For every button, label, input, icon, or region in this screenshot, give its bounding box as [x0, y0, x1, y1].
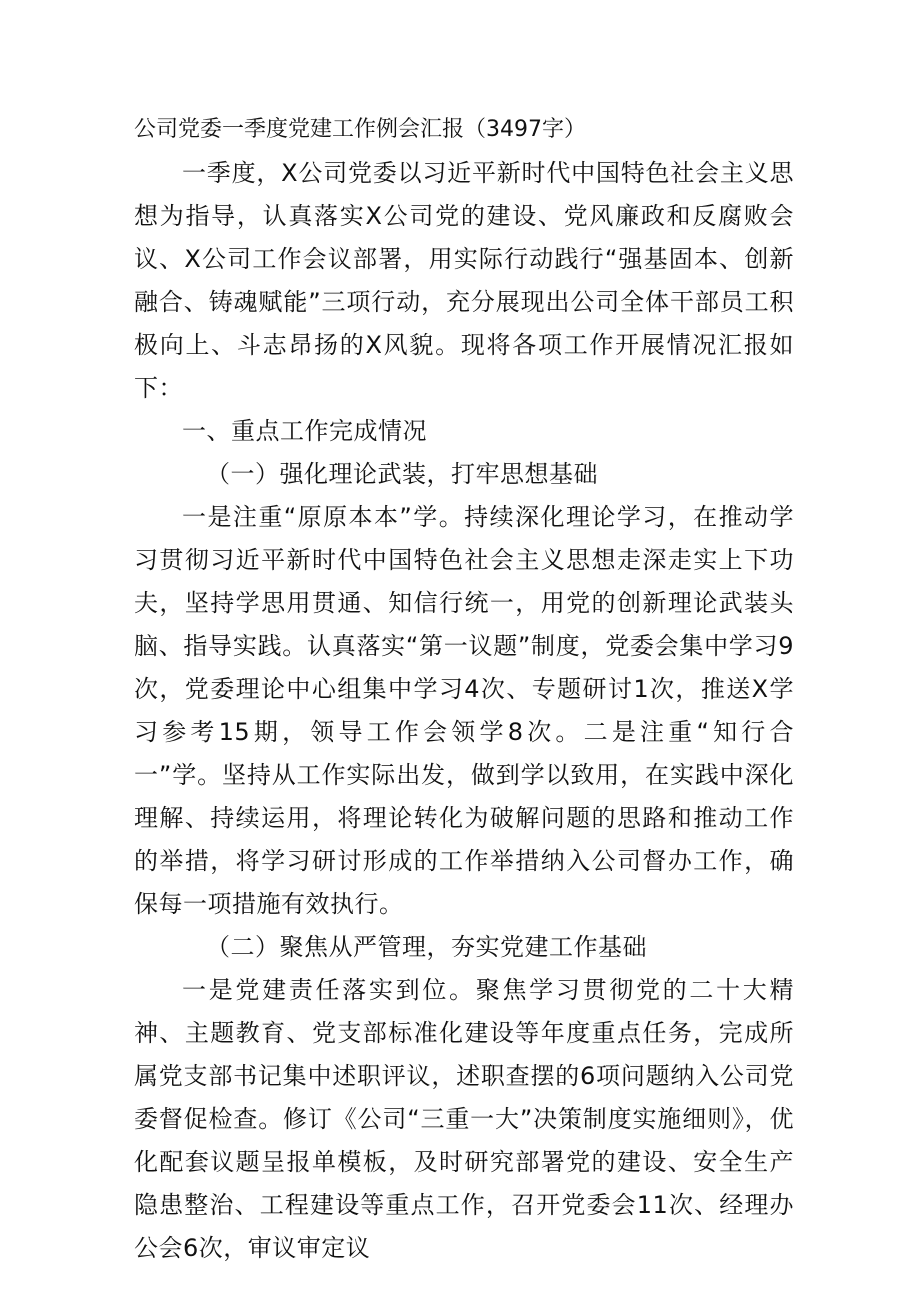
subsection-heading: （一）强化理论武装，打牢思想基础: [206, 460, 598, 488]
subsection-heading: （二）聚焦从严管理，夯实党建工作基础: [206, 933, 647, 961]
intro-paragraph: 一季度，X公司党委以习近平新时代中国特色社会主义思想为指导，认真落实X公司党的建设、党风廉政和反腐败会议、X公司工作会议部署，用实际行动践行“强基固本、创新融合、铸魂赋能”三项行动，充分展现出公司全体干部员工积极向上、斗志昂扬的X风貌。现将各项工作开展情况汇报如下：: [134, 159, 794, 402]
document-body: [134, 112, 794, 1270]
subsection-paragraph: 一是党建责任落实到位。聚焦学习贯彻党的二十大精神、主题教育、党支部标准化建设等年度重点任务，完成所属党支部书记集中述职评议，述职查摆的6项问题纳入公司党委督促检查。修订《公司“三重一大”决策制度实施细则》，优化配套议题呈报单模板，及时研究部署党的建设、安全生产隐患整治、工程建设等重点工作，召开党委会11次、经理办公会6次，审议审定议: [134, 976, 794, 1262]
subsection-paragraph: 一是注重“原原本本”学。持续深化理论学习，在推动学习贯彻习近平新时代中国特色社会主义思想走深走实上下功夫，坚持学思用贯通、知信行统一，用党的创新理论武装头脑、指导实践。认真落实“第一议题”制度，党委会集中学习9次，党委理论中心组集中学习4次、专题研讨1次，推送X学习参考15期，领导工作会领学8次。二是注重“知行合一”学。坚持从工作实际出发，做到学以致用，在实践中深化理解、持续运用，将理论转化为破解问题的思路和推动工作的举措，将学习研讨形成的工作举措纳入公司督办工作，确保每一项措施有效执行。: [134, 503, 794, 918]
section-heading: 一、重点工作完成情况: [182, 417, 427, 445]
document-title: 公司党委一季度党建工作例会汇报（3497字）: [134, 117, 586, 142]
